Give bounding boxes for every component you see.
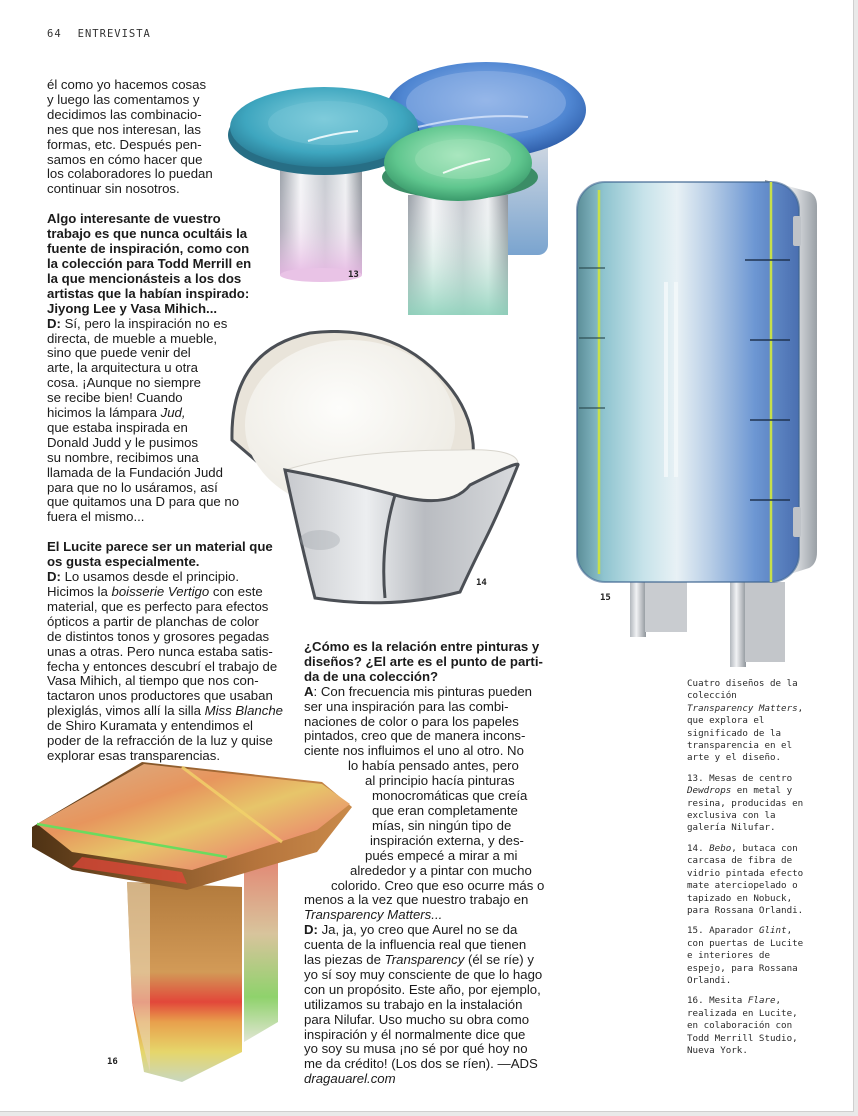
figure-label-14: 14 [476, 578, 487, 588]
speaker-label: D: [304, 922, 318, 938]
figure-label-16: 16 [107, 1057, 118, 1067]
intro-paragraph: él como yo hacemos cosas y luego las comentamos y decidimos las combinacio- nes que nos interesan, las formas, etc. Después pen- samos en cómo hacer que los colaboradores lo puedan continuar sin nosotros. [47, 77, 213, 197]
interview-answer-1: D: Sí, pero la inspiración no es directa, de mueble a mueble, sino que puede venir del arte, la arquitectura u otra cosa. ¡Aunque no siempre se recibe bien! Cuando hicimos la lámpara Jud, que estaba inspirada en Donald Judd y le pusimos su nombre, recibimos una llamada de la Fundación Judd para que no lo usáramos, así que quitamos una D para que no fuera el mismo... [47, 315, 240, 525]
interview-answer-3: A: Con frecuencia mis pinturas pueden ser una inspiración para las combi- naciones de color o para los papeles pintados, creo que de manera incons- ciente nos influimos el uno al otro. No lo había pensado antes, pero al principio hacía pinturas monocromáticas que creía que eran completamente mías, sin ningún tipo de inspiración externa, y des- pués empecé a mirar a mi alrededor y a pintar con mucho colorido. Creo que eso ocurre más o menos a la vez que nuestro trabajo en Transparency Matters... [304, 683, 545, 923]
interview-question-1: Algo interesante de vuestro trabajo es que nunca ocultáis la fuente de inspiración, como con la colección para Todd Merrill en la que mencionásteis a los dos artistas que la habían inspirado: Jiyong Lee y Vasa Mihich... [47, 211, 252, 316]
article-column-1 [47, 78, 297, 764]
caption-16: 16. Mesita Flare, realizada en Lucite, en colaboración con Todd Merrill Studio, Nueva York. [687, 995, 798, 1056]
interview-question-3: ¿Cómo es la relación entre pinturas y diseños? ¿El arte es el punto de parti- da de una colección? [304, 639, 543, 684]
article-column-2 [304, 640, 554, 1087]
speaker-label: D: [47, 315, 61, 331]
page-header [47, 28, 151, 40]
interview-answer-4: D: Ja, ja, yo creo que Aurel no se da cuenta de la influencia real que tienen las piezas de Transparency (él se ríe) y yo sí soy muy consciente de que lo hago con un propósito. Este año, por ejemplo, utilizamos su trabajo en la instalación para Nilufar. Uso mucho su obra como inspiración y él normalmente dice que yo soy su musa ¡no sé por qué hoy no me da crédito! (Los dos se ríen). —ADS dragauarel.com [304, 923, 554, 1087]
speaker-label: A [304, 683, 314, 699]
interview-question-2: El Lucite parece ser un material que os gusta especialmente. [47, 539, 273, 570]
page-number: 64 [47, 28, 62, 40]
website-link[interactable]: dragauarel.com [304, 1071, 396, 1087]
caption-14: 14. Bebo, butaca con carcasa de fibra de vidrio pintada efecto mate aterciopelado o tapizado en Nobuck, para Rossana Orlandi. [687, 842, 804, 916]
speaker-label: D: [47, 569, 61, 585]
figure-label-13: 13 [348, 270, 359, 280]
caption-13: 13. Mesas de centro Dewdrops en metal y resina, producidas en exclusiva con la galería Nilufar. [687, 772, 804, 834]
caption-intro: Cuatro diseños de la colección Transparency Matters, que explora el significado de la transparencia en el arte y el diseño. [687, 678, 804, 764]
interview-answer-2: D: Lo usamos desde el principio. Hicimos la boisserie Vertigo con este material, que es perfecto para efectos ópticos a partir de planchas de color de distintos tonos y grosores pegadas unas a otras. Pero nunca estaba satis- fecha y entonces descubrí el trabajo de Vasa Mihich, al tiempo que nos con- tactaron unos productores que usaban plexiglás, vimos allí la silla Miss Blanche de Shiro Kuramata y entendimos el poder de la refracción de la luz y quise explorar esas transparencias. [47, 569, 284, 763]
caption-15: 15. Aparador Glint, con puertas de Lucite e interiores de espejo, para Rossana Orlandi. [687, 925, 804, 986]
section-title: ENTREVISTA [77, 28, 151, 40]
figure-label-15: 15 [600, 593, 611, 603]
photo-captions [687, 678, 807, 1065]
